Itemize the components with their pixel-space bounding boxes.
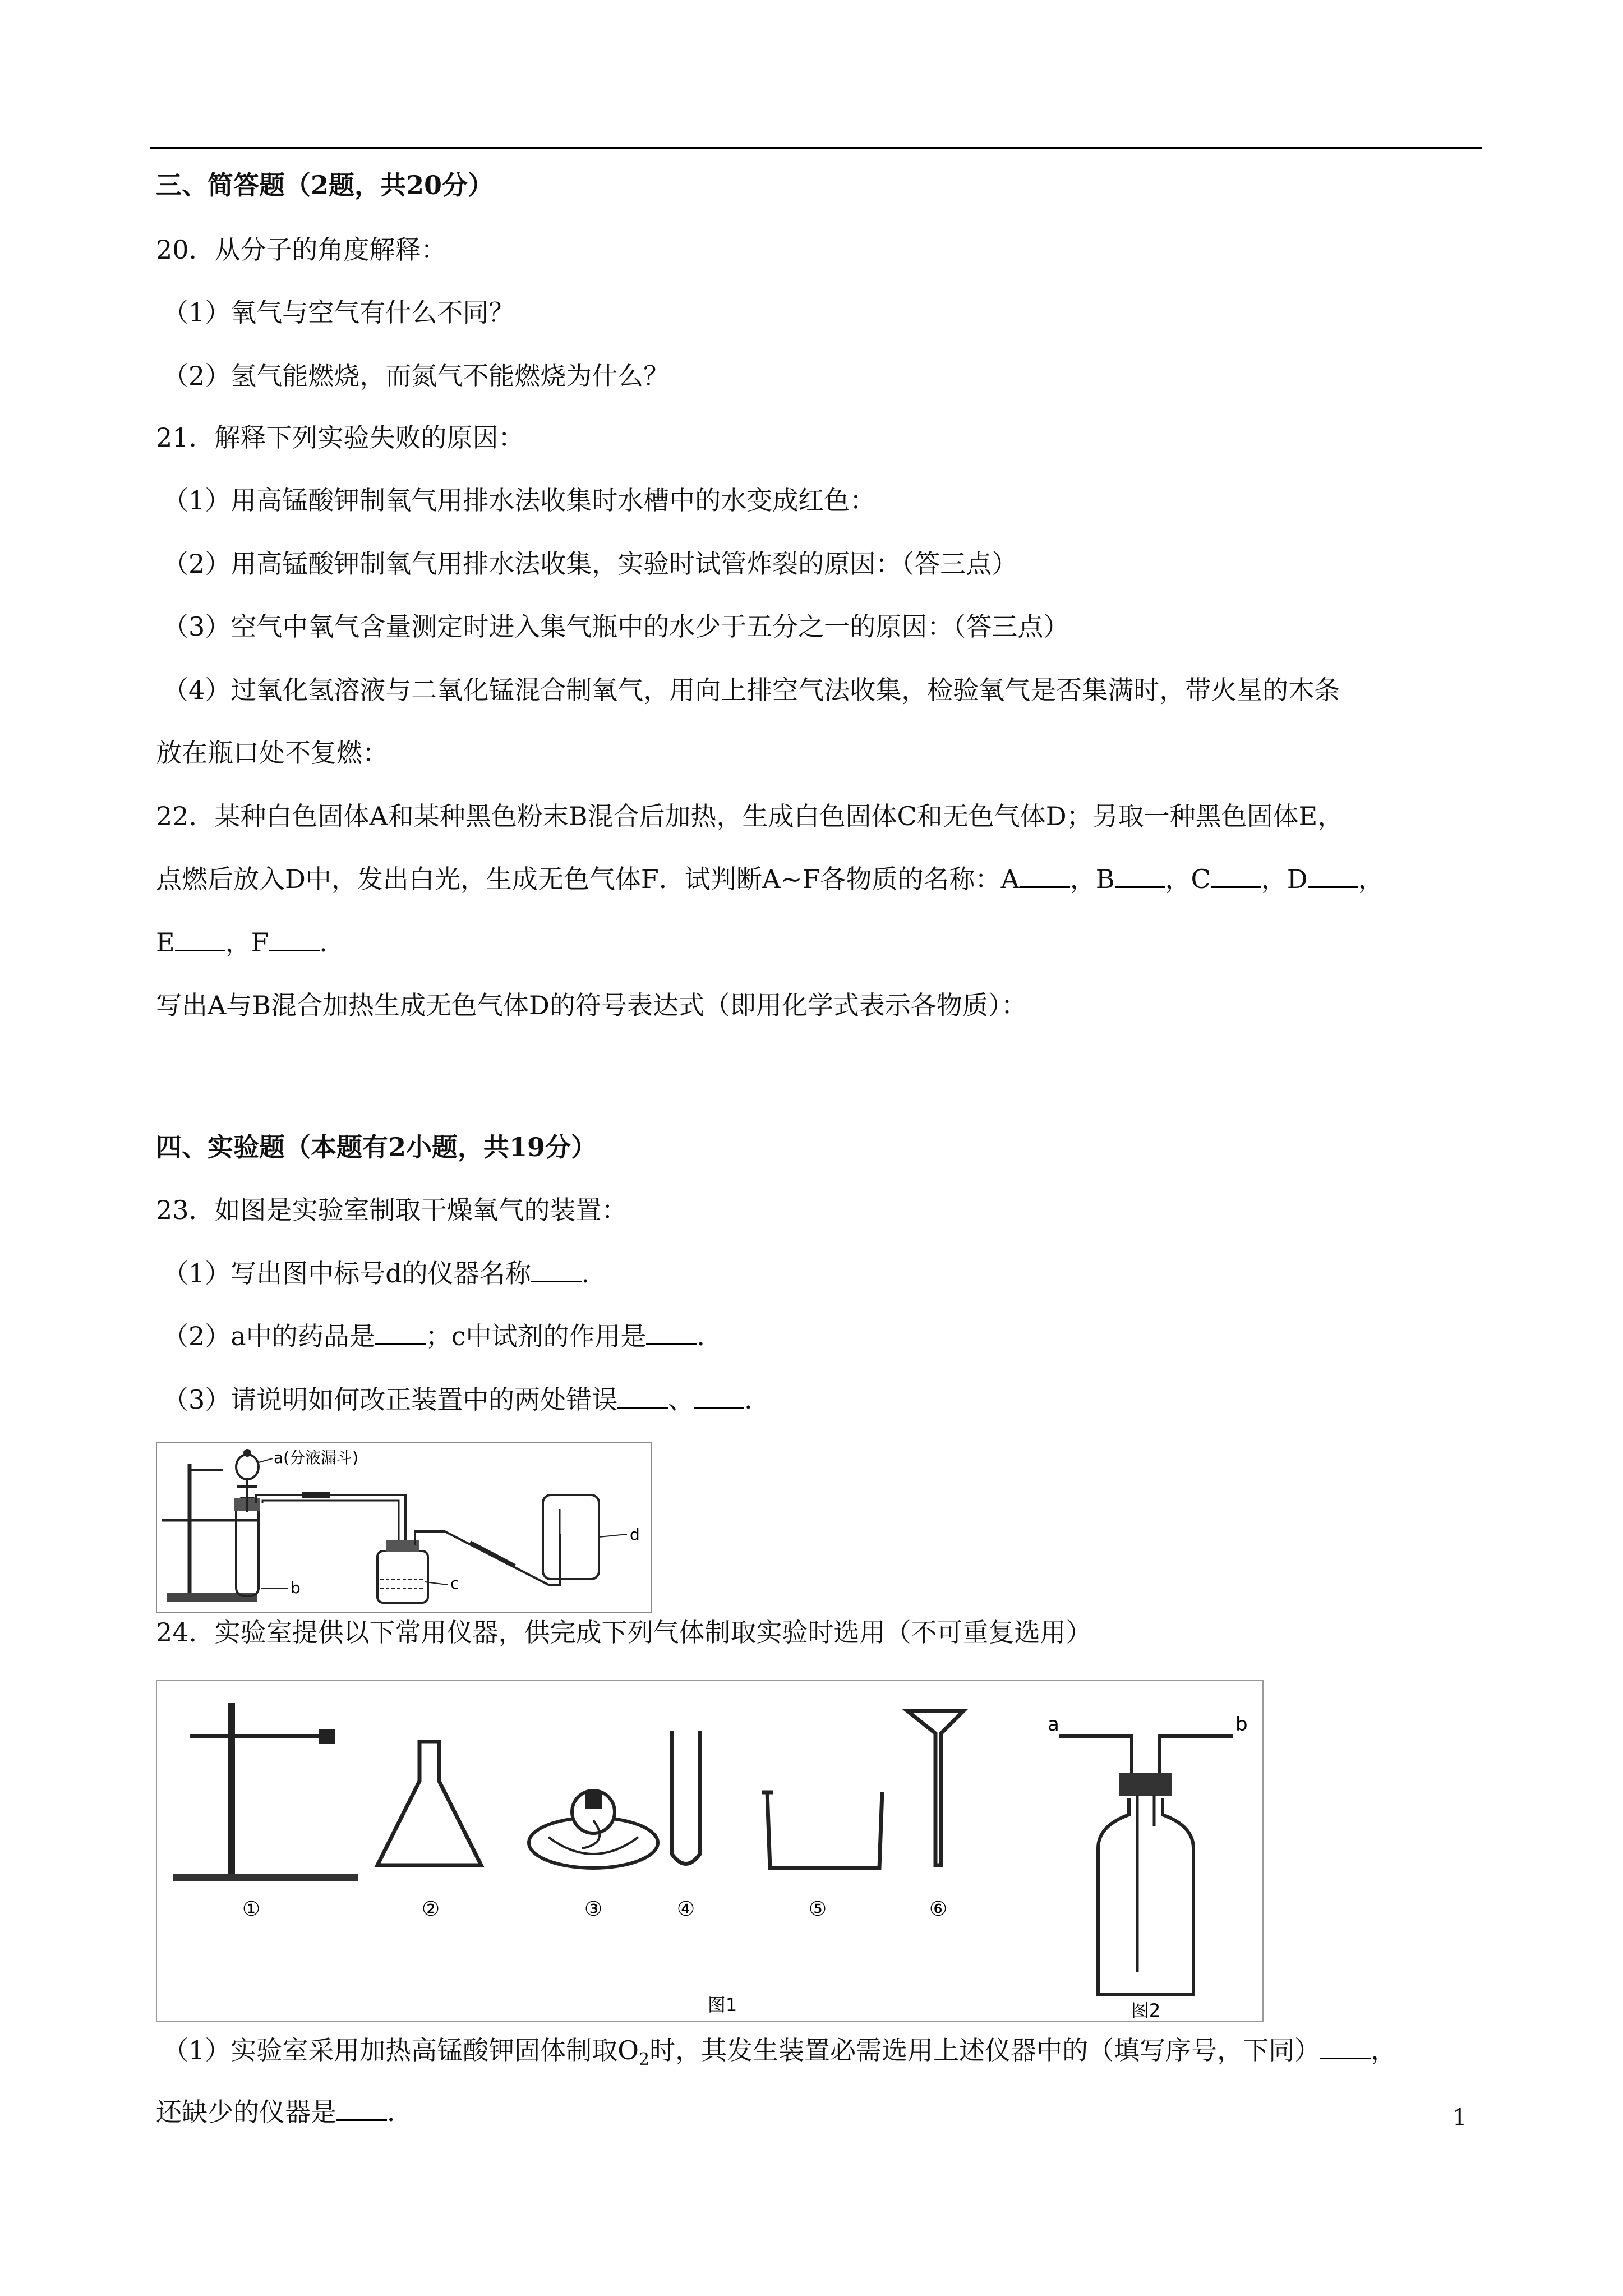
q22-label-b: ，B xyxy=(1069,864,1115,894)
q24-part1-text1: （1）实验室采用加热高锰酸钾固体制取O xyxy=(163,2035,639,2065)
q23-part3-sep: 、 xyxy=(668,1384,694,1415)
header-rule xyxy=(150,147,1482,149)
fig-label-c: c xyxy=(450,1574,459,1593)
fig-label-a: a(分液漏斗) xyxy=(274,1448,359,1467)
test-tube-icon xyxy=(672,1731,700,1864)
iron-stand-icon xyxy=(173,1703,358,1881)
q24-part1-line2 xyxy=(156,2095,413,2129)
q24-part1-comma: ， xyxy=(1371,2035,1397,2065)
label-6: ⑥ xyxy=(929,1898,948,1921)
q22-line4: 写出A与B混合加热生成无色气体D的符号表达式（即用化学式表示各物质）： xyxy=(156,990,1027,1020)
q24-part1-text3: 还缺少的仪器是 xyxy=(156,2097,336,2127)
q23-part2-text: （2）a中的药品是 xyxy=(163,1321,375,1351)
q20-part2: （2）氢气能燃烧，而氮气不能燃烧为什么？ xyxy=(163,361,670,391)
q24-part1-line1 xyxy=(163,2033,1396,2077)
q24-part1-sub: 2 xyxy=(638,2050,650,2070)
section4-heading: 四、实验题（本题有2小题，共19分） xyxy=(156,1132,597,1162)
q21-part1: （1）用高锰酸钾制氧气用排水法收集时水槽中的水变成红色： xyxy=(163,485,876,516)
q23-part1-dot: ． xyxy=(581,1258,607,1289)
conical-flask-icon xyxy=(377,1742,481,1865)
blank-q23-3a[interactable] xyxy=(617,1384,668,1409)
section3-heading: 三、简答题（2题，共20分） xyxy=(156,170,494,200)
blank-c[interactable] xyxy=(1211,864,1261,888)
q23-part2-text2: ；c中试剂的作用是 xyxy=(425,1321,647,1351)
q22-label-d: ，D xyxy=(1261,864,1308,894)
label-4: ④ xyxy=(676,1898,695,1921)
q23-part3-text: （3）请说明如何改正装置中的两处错误 xyxy=(163,1384,618,1415)
q22-comma: ， xyxy=(1358,864,1384,894)
fig2-label-b: b xyxy=(1235,1713,1248,1736)
q22-line2 xyxy=(156,862,1384,896)
q21-part2: （2）用高锰酸钾制氧气用排水法收集，实验时试管炸裂的原因：（答三点） xyxy=(163,549,1018,579)
q22-line1: 22．某种白色固体A和某种黑色粉末B混合后加热，生成白色固体C和无色气体D；另取一种黑色固体E， xyxy=(156,801,1344,831)
blank-q24-1a[interactable] xyxy=(1320,2035,1371,2059)
blank-b[interactable] xyxy=(1115,864,1165,888)
q22-label-e: E xyxy=(156,927,175,958)
q24-stem: 24．实验室提供以下常用仪器，供完成下列气体制取实验时选用（不可重复选用） xyxy=(156,1617,1092,1648)
blank-q23-2a[interactable] xyxy=(375,1321,426,1345)
q22-line3 xyxy=(156,926,345,959)
blank-d[interactable] xyxy=(1308,864,1358,888)
blank-q23-1[interactable] xyxy=(531,1258,582,1282)
fig2-caption: 图2 xyxy=(1131,2000,1161,2021)
q23-stem: 23．如图是实验室制取干燥氧气的装置： xyxy=(156,1195,628,1225)
q23-part1 xyxy=(163,1257,607,1290)
q21-part4-line2: 放在瓶口处不复燃： xyxy=(156,738,388,768)
q24-part1-text2: 时，其发生装置必需选用上述仪器中的（填写序号，下同） xyxy=(649,2035,1321,2065)
label-3: ③ xyxy=(584,1898,603,1921)
gas-washing-bottle-icon xyxy=(1059,1736,1233,1994)
long-neck-funnel-icon xyxy=(907,1711,963,1865)
blank-a[interactable] xyxy=(1020,864,1070,888)
q22-end: ． xyxy=(319,927,345,958)
q23-part3 xyxy=(163,1383,770,1416)
fig2-label-a: a xyxy=(1048,1713,1059,1736)
blank-q24-1b[interactable] xyxy=(336,2097,387,2121)
q23-part2 xyxy=(163,1319,722,1353)
blank-f[interactable] xyxy=(269,927,320,951)
fig1-caption: 图1 xyxy=(707,1994,737,2016)
label-2: ② xyxy=(421,1898,440,1921)
fig-label-d: d xyxy=(630,1525,640,1544)
q21-part4-line1: （4）过氧化氢溶液与二氧化锰混合制氧气，用向上排空气法收集，检验氧气是否集满时，带火星的木条 xyxy=(163,675,1340,705)
q22-label-f: ，F xyxy=(225,927,269,958)
blank-q23-3b[interactable] xyxy=(694,1384,744,1409)
q21-stem: 21．解释下列实验失败的原因： xyxy=(156,422,524,453)
alcohol-lamp-icon xyxy=(529,1791,658,1868)
q23-part1-text: （1）写出图中标号d的仪器名称 xyxy=(163,1258,531,1289)
q23-apparatus-figure xyxy=(156,1442,652,1613)
q22-label-c: ，C xyxy=(1165,864,1211,894)
q23-part2-dot: ． xyxy=(697,1321,723,1351)
label-1: ① xyxy=(242,1898,261,1921)
label-5: ⑤ xyxy=(808,1898,827,1921)
q21-part3: （3）空气中氧气含量测定时进入集气瓶中的水少于五分之一的原因：（答三点） xyxy=(163,611,1069,642)
q20-stem: 20．从分子的角度解释： xyxy=(156,234,447,265)
page-number: 1 xyxy=(1453,2105,1467,2131)
q24-part1-end: ． xyxy=(387,2097,413,2127)
blank-q23-2b[interactable] xyxy=(646,1321,697,1345)
fig-label-b: b xyxy=(291,1579,301,1597)
q20-part1: （1）氧气与空气有什么不同？ xyxy=(163,297,515,328)
blank-e[interactable] xyxy=(175,927,225,951)
water-trough-icon xyxy=(762,1792,882,1868)
q24-apparatus-figure xyxy=(156,1680,1264,2022)
q22-line2-text: 点燃后放入D中，发出白光，生成无色气体F．试判断A~F各物质的名称：A xyxy=(156,864,1020,894)
q23-part3-dot: ． xyxy=(744,1384,771,1415)
